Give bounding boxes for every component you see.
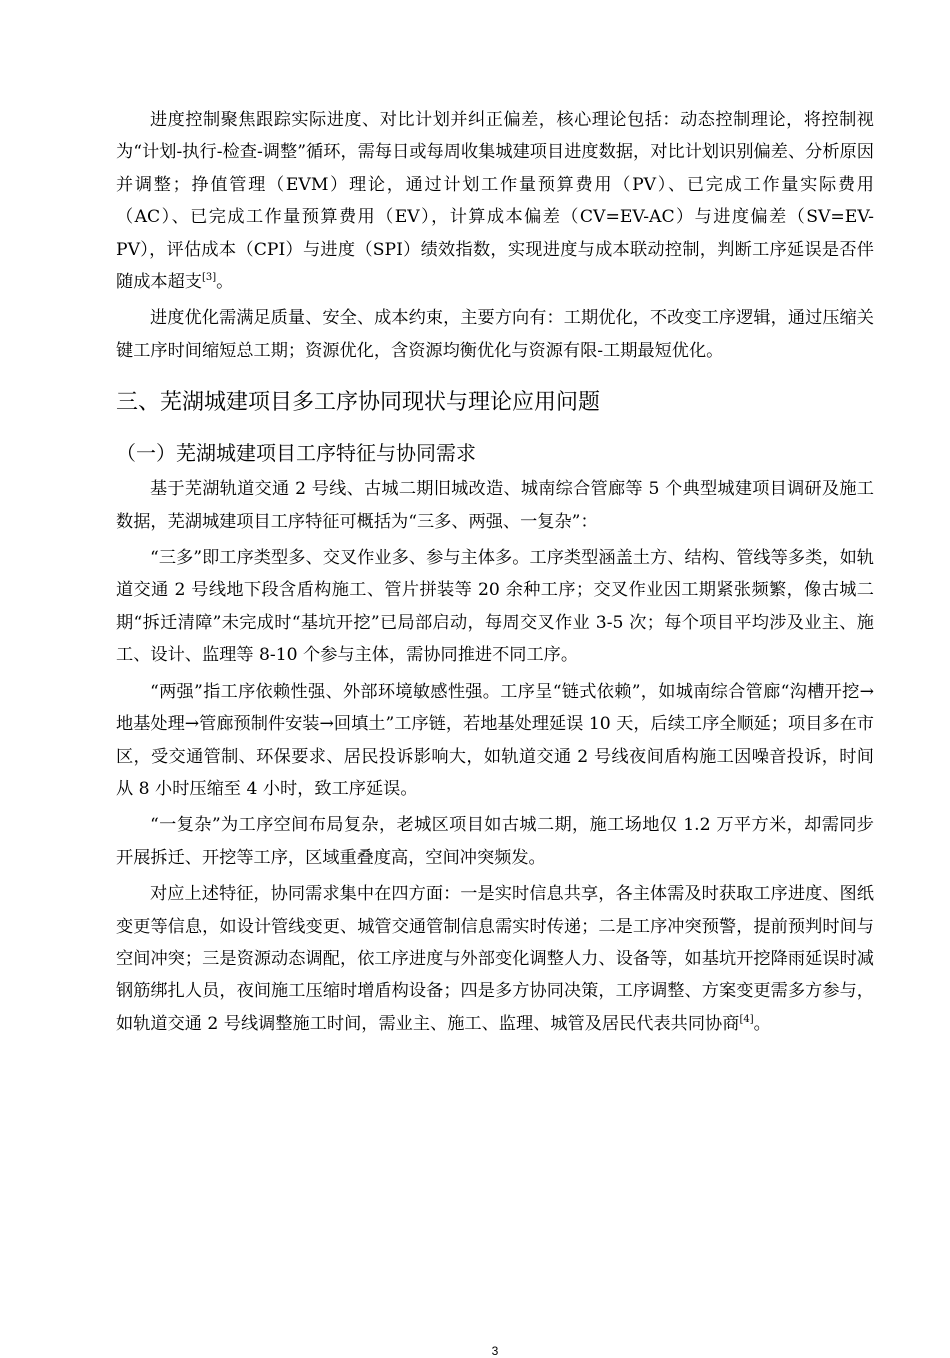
paragraph-progress-optimization: 进度优化需满足质量、安全、成本约束，主要方向有：工期优化，不改变工序逻辑，通过压缩关键工序时间缩短总工期；资源优化，含资源均衡优化与资源有限-工期最短优化。 [116,308,874,361]
paragraph-two-strong: “两强”指工序依赖性强、外部环境敏感性强。工序呈“链式依赖”，如城南综合管廊“沟槽开挖→地基处理→管廊预制件安装→回填土”工序链，若地基处理延误 10 天，后续工序全顺延；项目多在市区，受交通管制、环保要求、居民投诉影响大，如轨道交通 2 号线夜间盾构施工因噪音投诉，时间从 8 小时压缩至 4 小时，致工序延误。 [116,681,874,799]
paragraph-collab-needs: 对应上述特征，协同需求集中在四方面：一是实时信息共享，各主体需及时获取工序进度、图纸变更等信息，如设计管线变更、城管交通管制信息需实时传递；二是工序冲突预警，提前预判时间与空间冲突；三是资源动态调配，依工序进度与外部变化调整人力、设备等，如基坑开挖降雨延误时减钢筋绑扎人员，夜间施工压缩时增盾构设备；四是多方协同决策，工序调整、方案变更需多方参与，如轨道交通 2 号线调整施工时间，需业主、施工、监理、城管及居民代表共同协商[4]。 [116,884,874,1034]
section-heading: 三、芜湖城建项目多工序协同现状与理论应用问题 [116,390,601,416]
citation-3[interactable]: [3] [201,272,217,284]
paragraph-one-complex: “一复杂”为工序空间布局复杂，老城区项目如古城二期，施工场地仅 1.2 万平方米，却需同步开展拆迁、开挖等工序，区域重叠度高，空间冲突频发。 [116,815,874,868]
citation-4[interactable]: [4] [739,1013,754,1025]
paragraph-intro: 基于芜湖轨道交通 2 号线、古城二期旧城改造、城南综合管廊等 5 个典型城建项目调研及施工数据，芜湖城建项目工序特征可概括为“三多、两强、一复杂”： [116,479,874,532]
document-page [116,104,874,1358]
paragraph-progress-control: 进度控制聚焦跟踪实际进度、对比计划并纠正偏差，核心理论包括：动态控制理论，将控制视为“计划-执行-检查-调整”循环，需每日或每周收集城建项目进度数据，对比计划识别偏差、分析原因并调整；挣值管理（EVM）理论，通过计划工作量预算费用（PV）、已完成工作量实际费用（AC）、已完成工作量预算费用（EV），计算成本偏差（CV=EV-AC）与进度偏差（SV=EV-PV），评估成本（CPI）与进度（SPI）绩效指数，实现进度与成本联动控制，判断工序延误是否伴随成本超支[3]。 [116,110,874,293]
subsection-heading: （一）芜湖城建项目工序特征与协同需求 [116,441,476,466]
paragraph-three-many: “三多”即工序类型多、交叉作业多、参与主体多。工序类型涵盖土方、结构、管线等多类，如轨道交通 2 号线地下段含盾构施工、管片拼装等 20 余种工序；交叉作业因工期紧张频繁，像古城二期“拆迁清障”未完成时“基坑开挖”已局部启动，每周交叉作业 3-5 次；每个项目平均涉及业主、施工、设计、监理等 8-10 个参与主体，需协同推进不同工序。 [116,548,874,666]
page-number: 3 [491,1344,499,1358]
